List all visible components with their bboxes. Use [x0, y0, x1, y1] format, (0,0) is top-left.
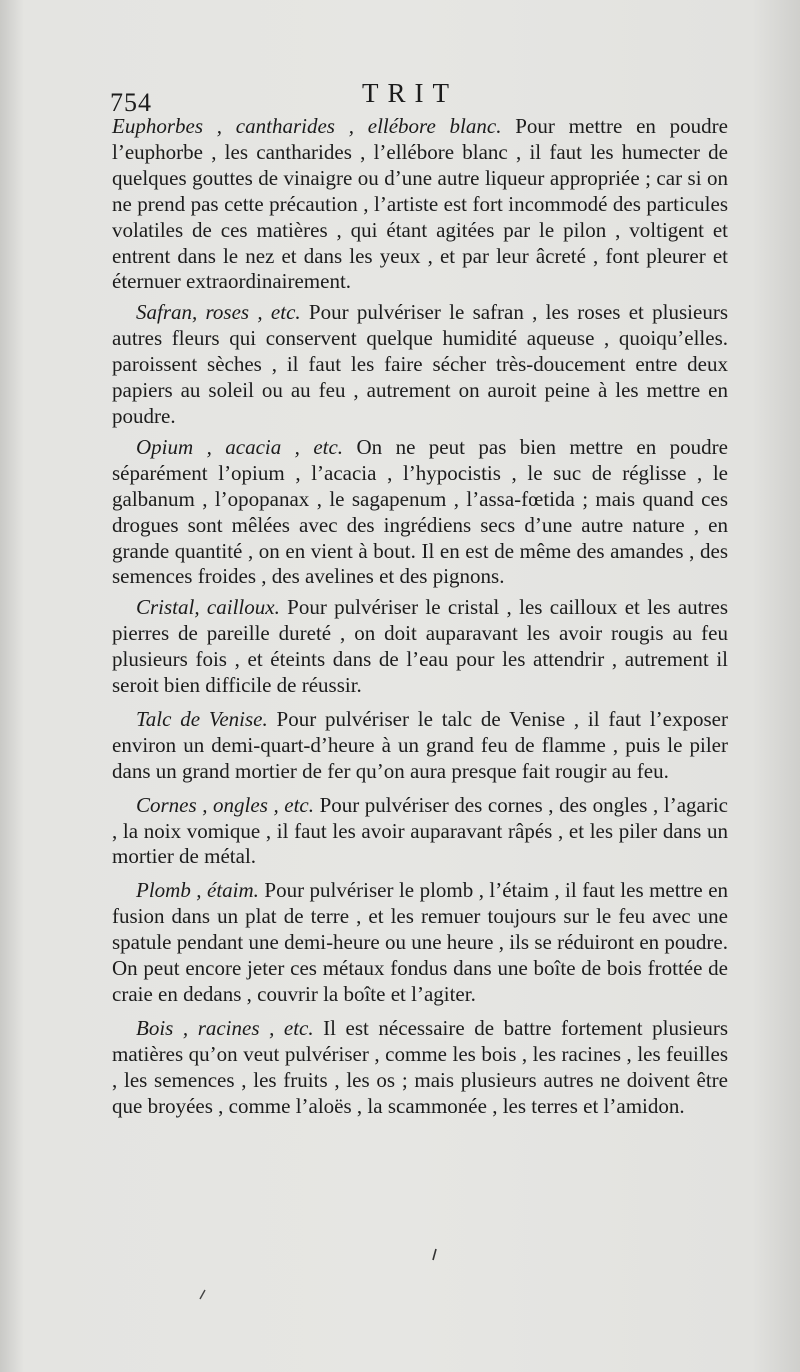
paragraph-euphorbes [112, 114, 728, 295]
paragraph-body: Pour mettre en poudre l’euphorbe , les cantharides , l’ellébore blanc , il faut les humecter de quelques gouttes de vinaigre ou d’une autre liqueur appropriée ; car si on ne prend pas cette précaution , l’artiste est fort incommodé des particules volatiles de ces matières , qui étant agitées par le pilon , voltigent et entrent dans le nez et dans les yeux , et par leur âcreté , font pleurer et éternuer extraordinairement. [112, 114, 728, 294]
paragraph-opium [112, 435, 728, 590]
paragraph-body: Pour pulvériser des cornes , des ongles , l’agaric , la noix vomique , il faut les avoir auparavant râpés , et les piler dans un mortier de métal. [112, 792, 728, 869]
ink-speck-mark [198, 1288, 208, 1302]
paragraph-body: Pour pulvériser le safran , les roses et plusieurs autres fleurs qui conservent quelque humidité aqueuse , quoiqu’elles. paroissent sèches , il faut les faire sécher très-doucement entre deux papiers au soleil ou au feu , autrement on auroit peine à les mettre en poudre. [112, 300, 728, 428]
paragraph-body: Pour pulvériser le plomb , l’étaim , il faut les mettre en fusion dans un plat de terre , et les remuer toujours sur le feu avec une spatule pendant une demi-heure ou une heure , ils se réduiront en poudre. On peut encore jeter ces métaux fondus dans une boîte de bois frottée de craie en dedans , couvrir la boîte et l’agiter. [112, 878, 729, 1006]
paragraph-body: Pour pulvériser le cristal , les cailloux et les autres pierres de pareille dureté , on doit auparavant les avoir rougis au feu plusieurs fois , et éteints dans de l’eau pour les attendrir , autrement il seroit bien difficile de réussir. [112, 595, 728, 698]
headword: Plomb , étaim. [136, 878, 259, 903]
paragraph-talc [112, 707, 728, 785]
ink-speck-mark [430, 1248, 440, 1262]
paragraph-cornes [112, 793, 728, 871]
paragraph-body: Pour pulvériser le talc de Venise , il faut l’exposer environ un demi-quart-d’heure à un grand feu de flamme , puis le piler dans un grand mortier de fer qu’on aura presque fait rougir au feu. [112, 706, 728, 783]
headword: Euphorbes , cantharides , ellébore blanc. [112, 114, 502, 138]
running-head: TRIT [362, 78, 458, 108]
paragraph-body: Il est nécessaire de battre fortement plusieurs matières qu’on veut pulvériser , comme les bois , les racines , les feuilles , les semences , les fruits , les os ; mais plusieurs autres ne doivent être que broyées , comme l’aloës , la scammonée , les terres et l’amidon. [112, 1015, 729, 1118]
paragraph-bois [112, 1016, 728, 1120]
paragraph-safran [112, 300, 728, 430]
headword: Cristal, cailloux. [136, 595, 280, 620]
headword: Talc de Venise. [136, 706, 268, 731]
headword: Cornes , ongles , etc. [136, 792, 314, 817]
paragraph-plomb [112, 878, 728, 1008]
page-text [112, 114, 728, 1125]
headword: Opium , acacia , etc. [136, 434, 344, 459]
headword: Bois , racines , etc. [136, 1015, 314, 1040]
paragraph-body: On ne peut pas bien mettre en poudre séparément l’opium , l’acacia , l’hypocistis , le suc de réglisse , le galbanum , l’opopanax , le sagapenum , l’assa-fœtida ; mais quand ces drogues sont mêlées avec des ingrédiens secs d’une autre nature , en grande quantité , on en vient à bout. Il en est de même des amandes , des semences froides , des avelines et des pignons. [112, 434, 728, 589]
page-number: 754 [110, 88, 152, 117]
paragraph-cristal [112, 595, 728, 699]
headword: Safran, roses , etc. [136, 300, 301, 325]
